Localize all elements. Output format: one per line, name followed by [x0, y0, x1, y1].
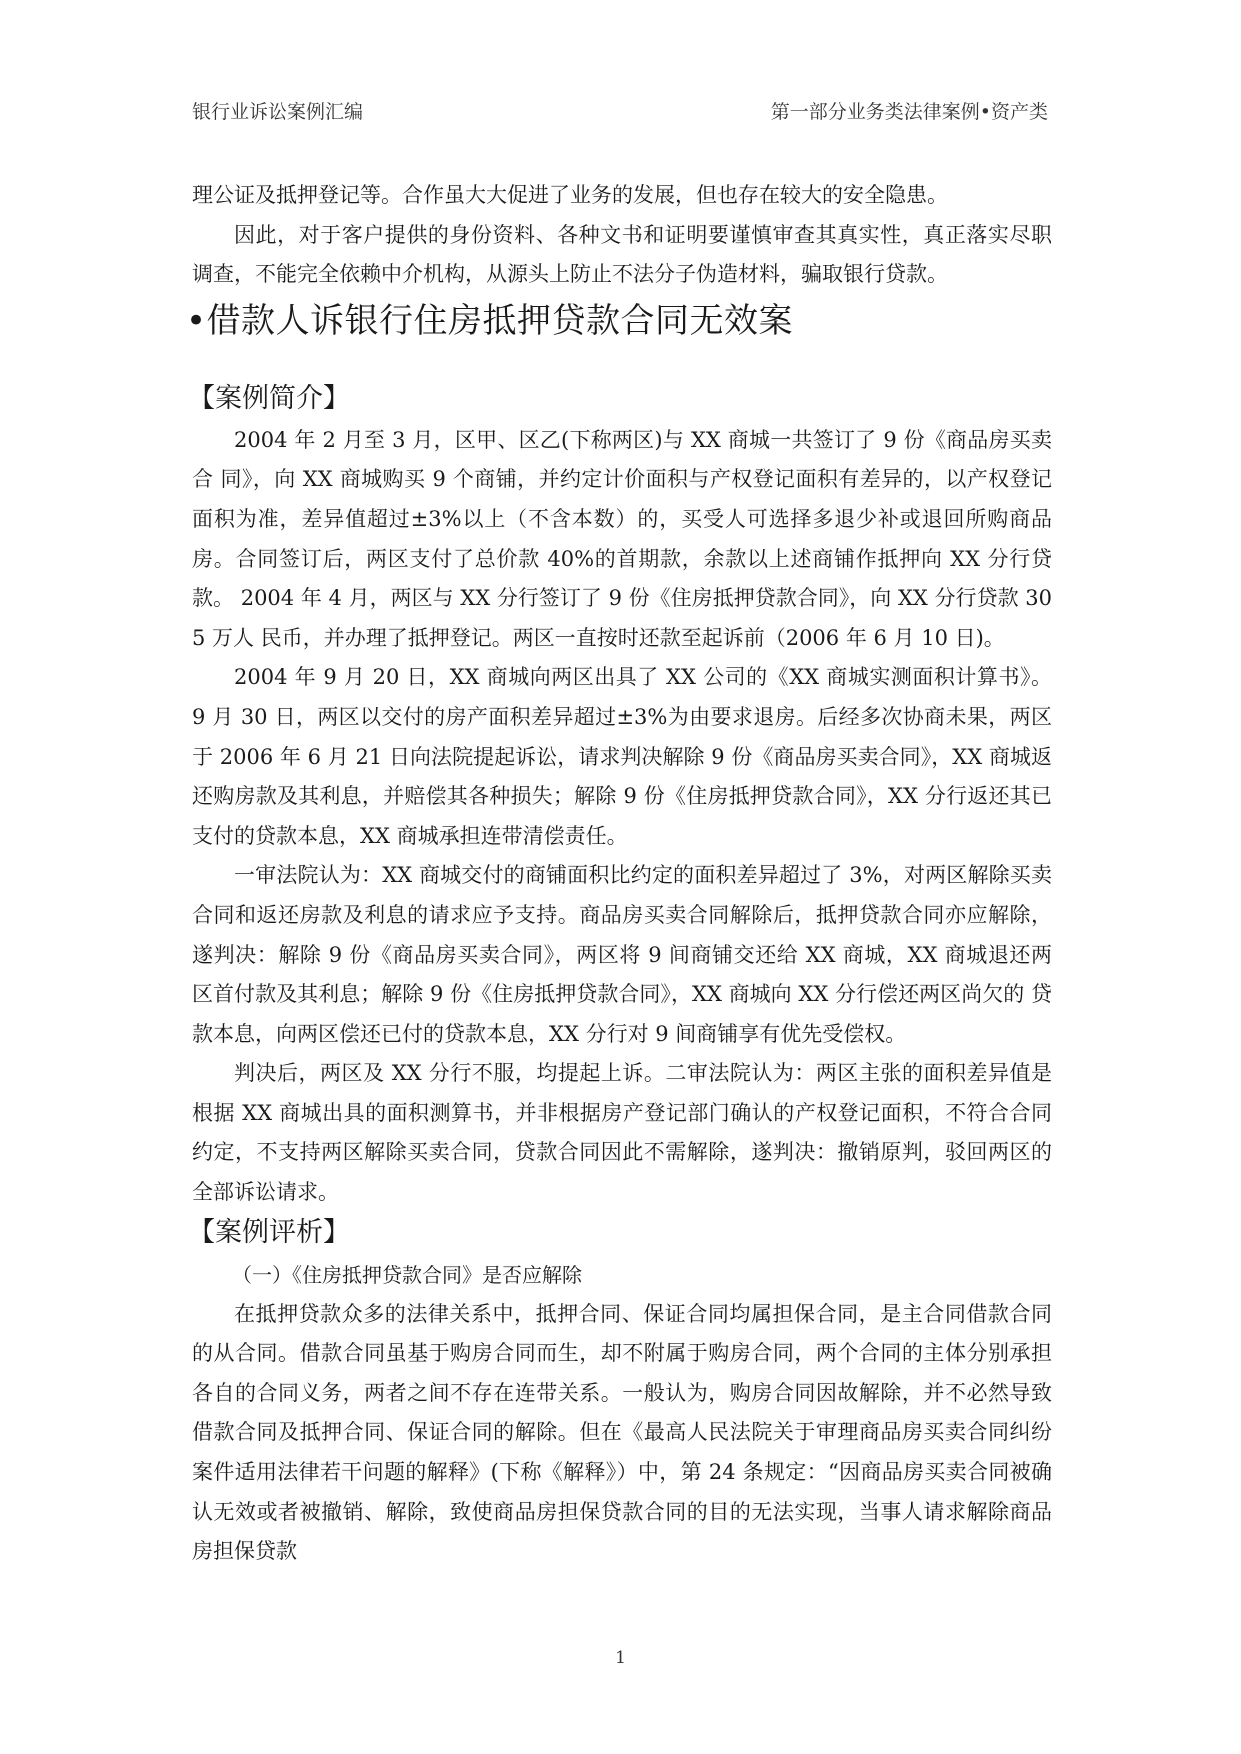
case-title: •借款人诉银行住房抵押贷款合同无效案	[186, 300, 794, 341]
header-left-title: 银行业诉讼案例汇编	[192, 101, 364, 123]
document-body	[186, 176, 1052, 1572]
intro-paragraph: 因此，对于客户提供的身份资料、各种文书和证明要谨慎审查其真实性，真正落实尽职 调查，不能完全依赖中介机构，从源头上防止不法分子伪造材料，骗取银行贷款。	[192, 222, 1052, 287]
section-heading-case-summary: 【案例简介】	[188, 382, 350, 414]
section-heading-case-analysis: 【案例评析】	[188, 1216, 350, 1248]
body-paragraph: 在抵押贷款众多的法律关系中，抵押合同、保证合同均属担保合同，是主合同借款合同 的从合同。借款合同虽基于购房合同而生，却不附属于购房合同，两个合同的主体分别承担 各自的合同义务，两者之间不存在连带关系。一般认为，购房合同因故解除，并不必然导致 借款合同及抵押合同、保证合同的解除。但在《最高人民法院关于审理商品房买卖合同纠纷 案件适用法律若干问题的解释》(下称《解释》）中，第 24 条规定：“因商品房买卖合同被确认无效或者被撤销、解除，致使商品房担保贷款合同的目的无法实现，当事人请求解除商品 房担保贷款	[192, 1301, 1052, 1564]
body-paragraph: 一审法院认为：XX 商城交付的商铺面积比约定的面积差异超过了 3%，对两区解除买卖合同和返还房款及利息的请求应予支持。商品房买卖合同解除后，抵押贷款合同亦应解除， 遂判决：解除 9 份《商品房买卖合同》，两区将 9 间商铺交还给 XX 商城，XX 商城退还两 区首付款及其利息；解除 9 份《住房抵押贷款合同》，XX 商城向 XX 分行偿还两区尚欠的 贷款本息，向两区偿还已付的贷款本息，XX 分行对 9 间商铺享有优先受偿权。	[192, 863, 1052, 1046]
subsection-heading: （一）《住房抵押贷款合同》是否应解除	[232, 1262, 582, 1287]
intro-paragraph: 理公证及抵押登记等。合作虽大大促进了业务的发展，但也存在较大的安全隐患。	[192, 183, 948, 207]
running-header	[192, 97, 1048, 125]
body-paragraph: 2004 年 9 月 20 日，XX 商城向两区出具了 XX 公司的《XX 商城实测面积计算书》。 9 月 30 日，两区以交付的房产面积差异超过±3%为由要求退房。后经多次协商未果，两区于 2006 年 6 月 21 日向法院提起诉讼，请求判决解除 9 份《商品房买卖合同》，XX 商城返还购房款及其利息，并赔偿其各种损失；解除 9 份《住房抵押贷款合同》，XX 分行返还其已支付的贷款本息，XX 商城承担连带清偿责任。	[192, 665, 1052, 848]
page-number: 1	[615, 1648, 626, 1668]
body-paragraph: 判决后，两区及 XX 分行不服，均提起上诉。二审法院认为：两区主张的面积差异值是 根据 XX 商城出具的面积测算书，并非根据房产登记部门确认的产权登记面积，不符合合同 约定，不支持两区解除买卖合同，贷款合同因此不需解除，遂判决：撤销原判，驳回两区的 全部诉讼请求。	[192, 1061, 1052, 1205]
body-paragraph: 2004 年 2 月至 3 月，区甲、区乙(下称两区)与 XX 商城一共签订了 9 份《商品房买卖合 同》，向 XX 商城购买 9 个商铺，并约定计价面积与产权登记面积有差异的，以产权登记面积为准，差异值超过±3%以上（不含本数）的，买受人可选择多退少补或退回所购商品房。合同签订后，两区支付了总价款 40%的首期款，余款以上述商铺作抵押向 XX 分行贷款。 2004 年 4 月，两区与 XX 分行签订了 9 份《住房抵押贷款合同》，向 XX 分行贷款 305 万人 民币，并办理了抵押登记。两区一直按时还款至起诉前（2006 年 6 月 10 日)。	[192, 427, 1052, 650]
header-right-title: 第一部分业务类法律案例•资产类	[770, 101, 1048, 123]
